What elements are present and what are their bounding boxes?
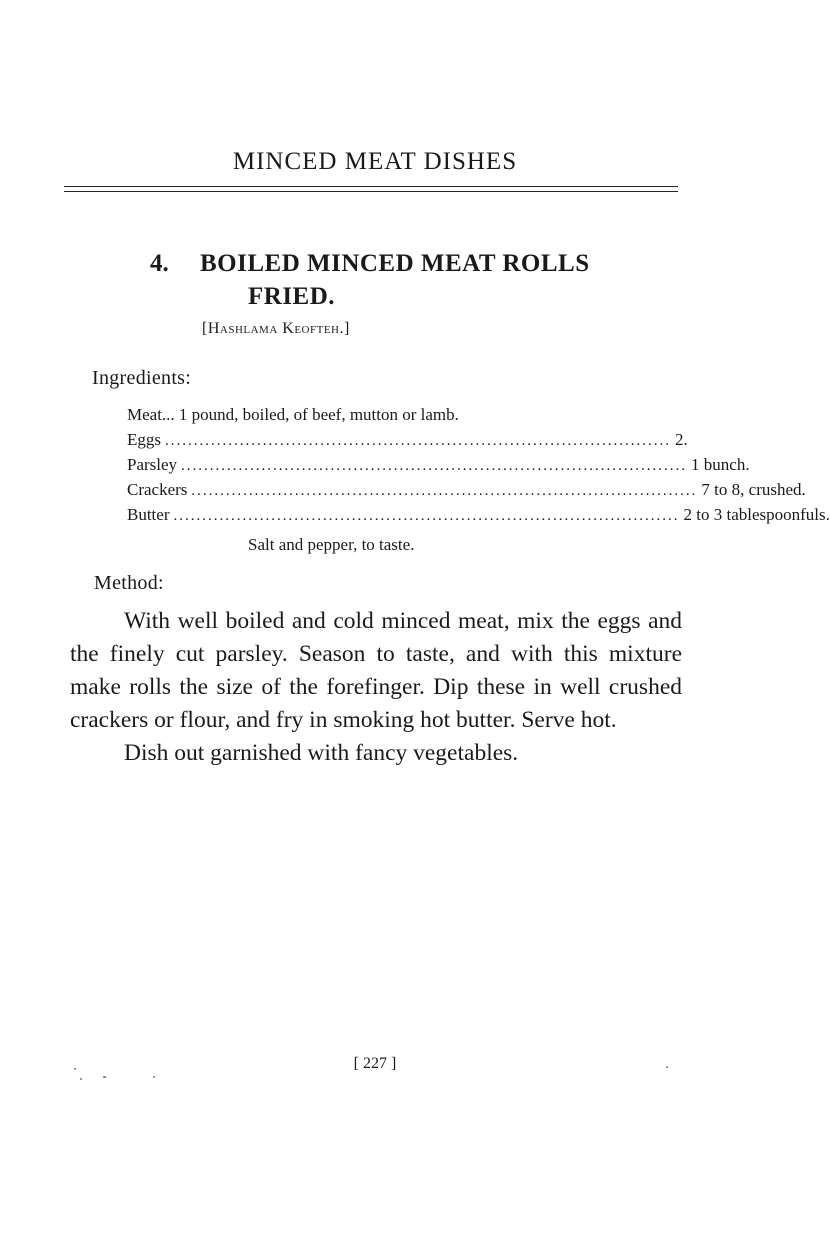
method-body [70, 605, 682, 770]
seasoning-line: Salt and pepper, to taste. [248, 535, 415, 554]
ingredient-quantity: 2 to 3 tablespoonfuls. [683, 505, 830, 524]
ingredient-quantity: 1 bunch. [691, 455, 750, 474]
recipe-title-line-1: BOILED MINCED MEAT ROLLS [200, 250, 590, 277]
ingredient-name: Butter [127, 505, 170, 524]
page-header-title: MINCED MEAT DISHES [232, 148, 518, 175]
scan-speck [666, 1066, 668, 1068]
ingredients-label: Ingredients: [92, 367, 192, 389]
recipe-title-line-2: FRIED. [248, 283, 336, 310]
ingredient-row [127, 505, 830, 529]
dot-leader: ........................................................................................ [173, 508, 680, 524]
ingredient-meat: Meat... 1 pound, boiled, of beef, mutton or lamb. [127, 405, 459, 424]
dot-leader: ........................................................................................ [165, 433, 671, 449]
scan-speck [80, 1078, 82, 1080]
scan-speck [74, 1068, 76, 1070]
method-paragraph: With well boiled and cold minced meat, mix the eggs and the finely cut parsley. Season to taste, and with this mixture make rolls the size of the forefinger. Dip these in well crushed crackers or flour, and fry in smoking hot butter. Serve hot. [70, 608, 682, 733]
ingredient-name: Parsley [127, 455, 178, 474]
ingredient-row [127, 430, 688, 454]
ingredient-row [127, 455, 750, 479]
scan-speck [153, 1076, 155, 1078]
ingredient-name: Crackers [127, 480, 188, 499]
scan-speck [103, 1076, 106, 1078]
method-paragraph: Dish out garnished with fancy vegetables. [124, 740, 519, 766]
method-label: Method: [94, 572, 164, 594]
ingredient-quantity: 2. [675, 430, 688, 449]
dot-leader: ........................................................................................ [181, 458, 688, 474]
dot-leader: ........................................................................................ [191, 483, 698, 499]
header-rule-bottom [64, 191, 678, 192]
ingredient-name: Eggs [127, 430, 161, 449]
page-number: [ 227 ] [353, 1055, 397, 1072]
recipe-subtitle: [Hashlama Keofteh.] [202, 320, 350, 337]
ingredient-row [127, 480, 806, 504]
ingredient-quantity: 7 to 8, crushed. [701, 480, 806, 499]
header-rule-top [64, 186, 678, 187]
recipe-number: 4. [150, 250, 169, 277]
